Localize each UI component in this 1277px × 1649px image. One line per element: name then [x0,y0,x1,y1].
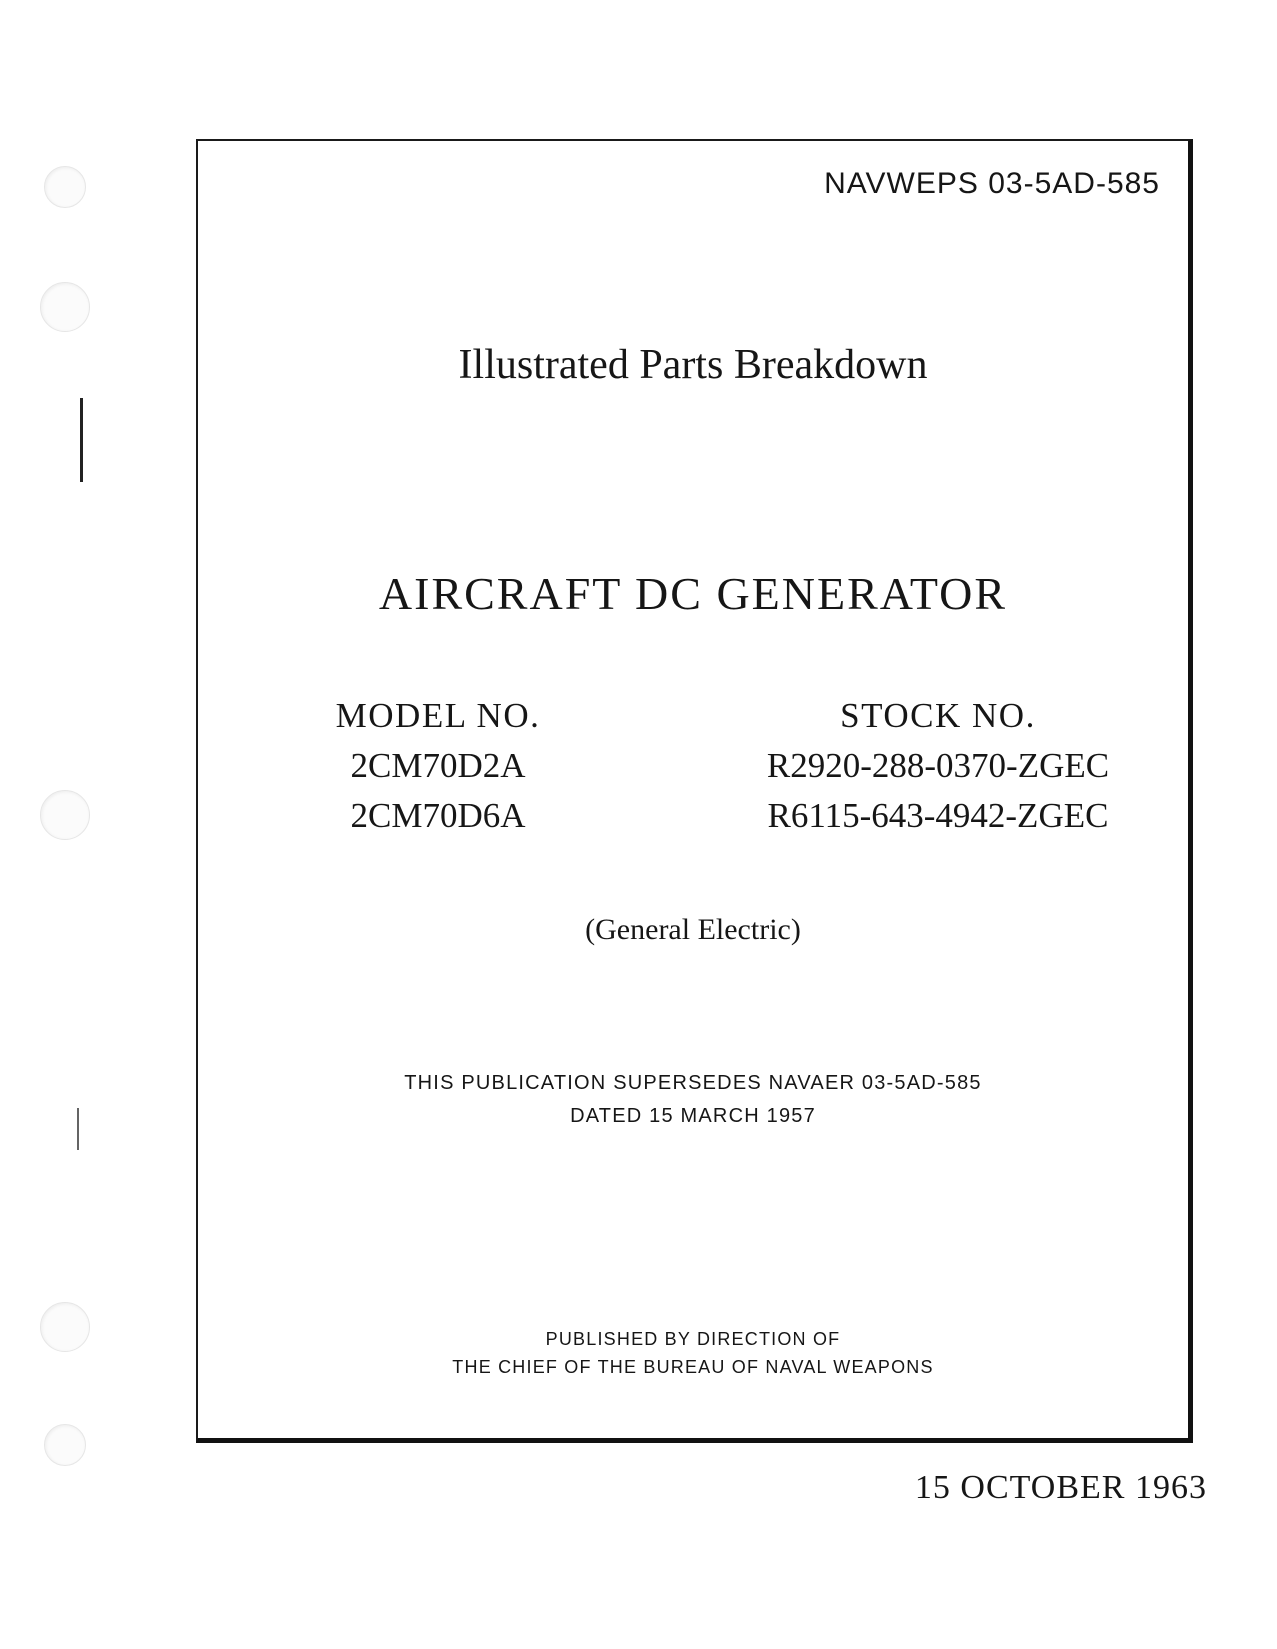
publisher-line: PUBLISHED BY DIRECTION OF [545,1329,841,1349]
cover-frame [196,139,1193,1443]
binder-hole [44,1424,86,1466]
publisher-line: THE CHIEF OF THE BUREAU OF NAVAL WEAPONS [452,1357,934,1377]
stock-column [718,691,1158,841]
document-title: AIRCRAFT DC GENERATOR [378,568,1008,619]
scan-mark [80,398,83,482]
supersede-line: DATED 15 MARCH 1957 [570,1105,816,1127]
model-number: 2CM70D6A [350,796,526,835]
document-subtitle: Illustrated Parts Breakdown [458,342,928,388]
binder-hole [40,790,90,840]
model-column [318,691,558,841]
document-number: NAVWEPS 03-5AD-585 [824,167,1160,200]
supersede-notice [198,1067,1188,1133]
stock-header: STOCK NO. [840,696,1036,735]
issue-date: 15 OCTOBER 1963 [914,1469,1207,1506]
binder-hole [40,1302,90,1352]
model-header: MODEL NO. [335,696,541,735]
manufacturer: (General Electric) [585,913,801,946]
supersede-line: THIS PUBLICATION SUPERSEDES NAVAER 03-5AD-585 [404,1072,982,1094]
scan-mark [77,1108,79,1150]
binder-hole [40,282,90,332]
publisher-notice [198,1325,1188,1381]
stock-number: R2920-288-0370-ZGEC [766,746,1110,785]
stock-number: R6115-643-4942-ZGEC [767,796,1109,835]
model-number: 2CM70D2A [350,746,526,785]
binder-hole [44,166,86,208]
